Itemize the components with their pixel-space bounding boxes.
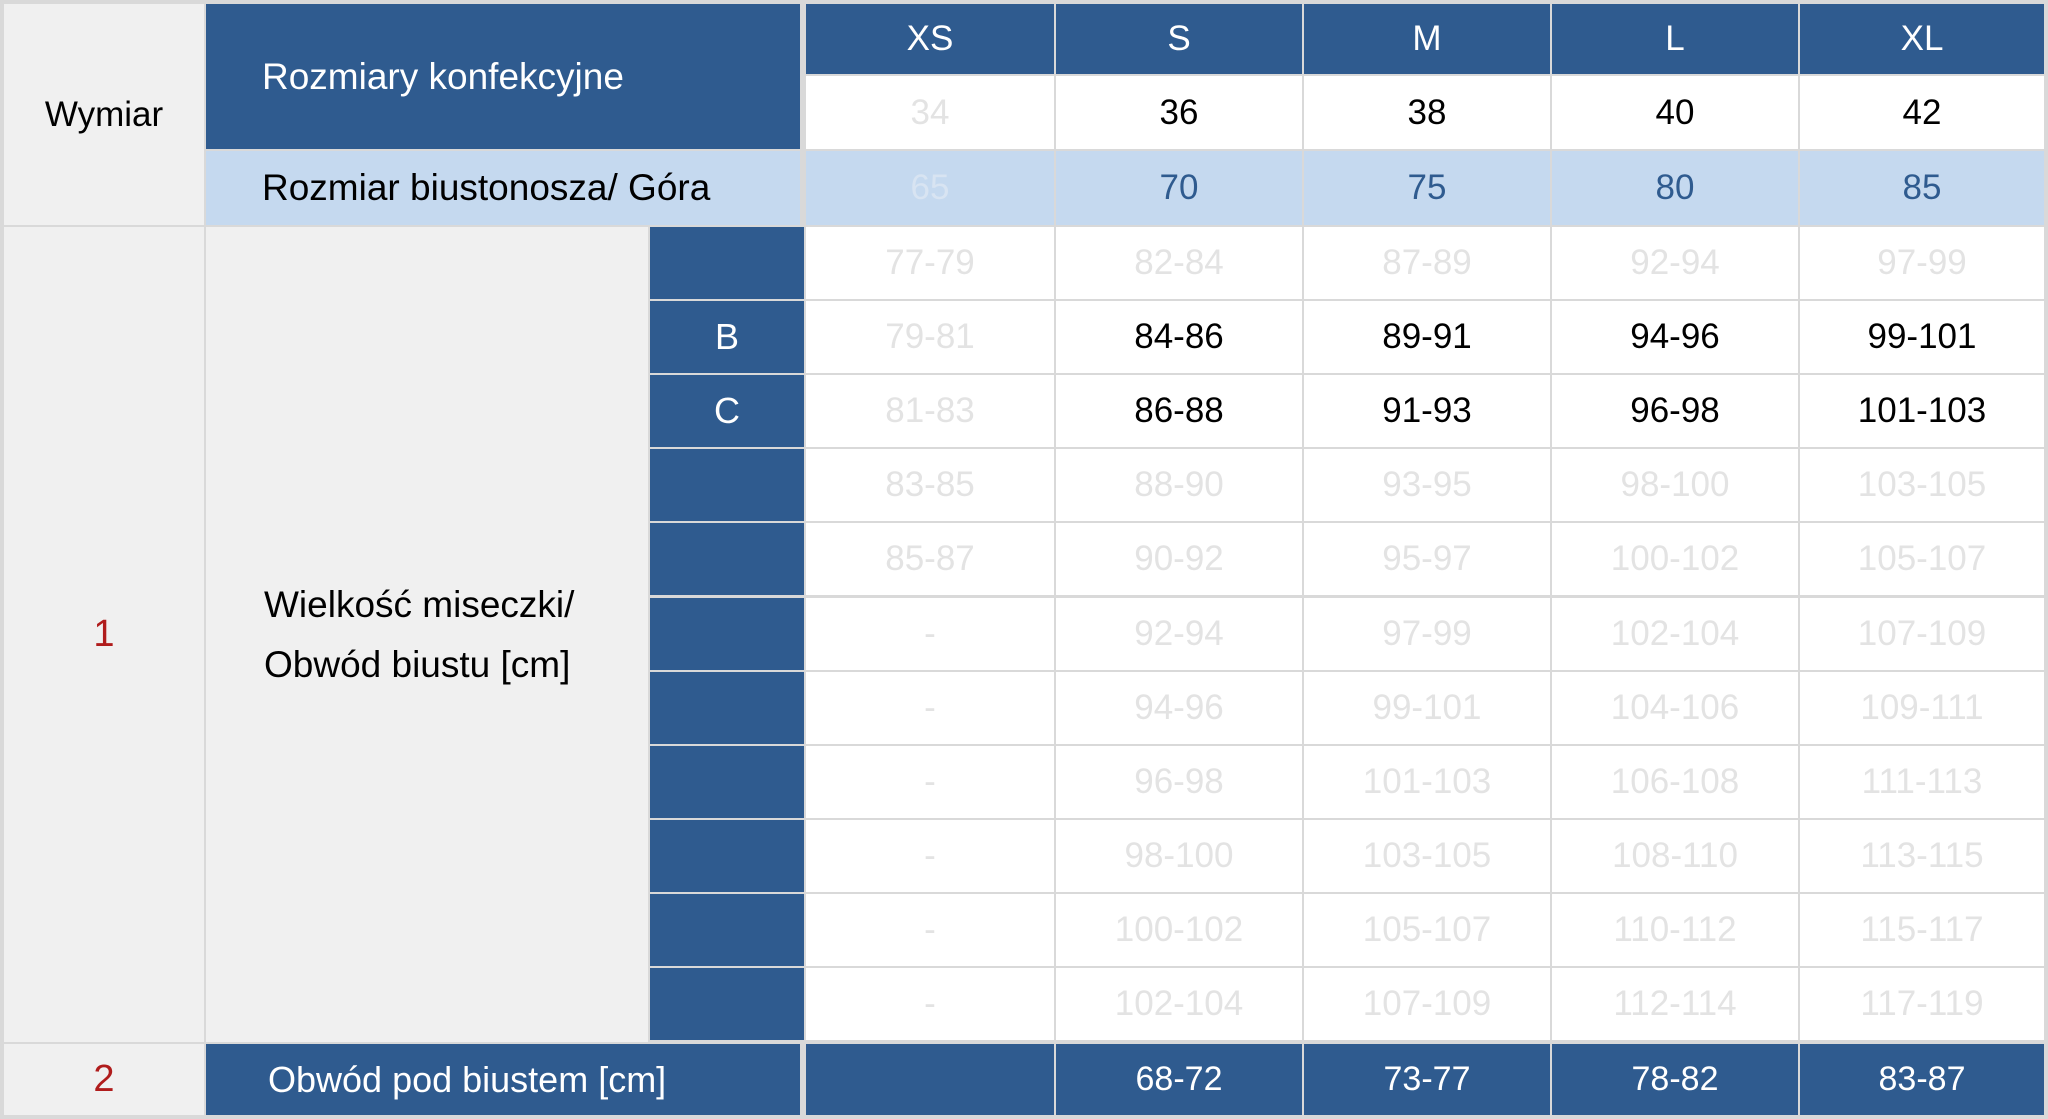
underbust-value: 68-72 bbox=[1056, 1044, 1302, 1115]
measurement-cell: 111-113 bbox=[1800, 746, 2044, 818]
band-size-s: 70 bbox=[1056, 151, 1302, 225]
measurement-cell: 97-99 bbox=[1800, 227, 2044, 299]
size-number-m: 38 bbox=[1304, 76, 1550, 149]
size-number-l: 40 bbox=[1552, 76, 1798, 149]
measurement-cell: 101-103 bbox=[1304, 746, 1550, 818]
measurement-cell: 100-102 bbox=[1552, 523, 1798, 595]
measurement-cell: 107-109 bbox=[1800, 598, 2044, 670]
measurement-cell: 112-114 bbox=[1552, 968, 1798, 1040]
cup-letter-cell bbox=[650, 598, 804, 670]
size-number-s: 36 bbox=[1056, 76, 1302, 149]
measurement-cell: 103-105 bbox=[1304, 820, 1550, 892]
measurement-cell: 77-79 bbox=[806, 227, 1054, 299]
band-size-m: 75 bbox=[1304, 151, 1550, 225]
size-number-xs: 34 bbox=[806, 76, 1054, 149]
cup-size-label bbox=[206, 227, 648, 1042]
band-size-xs: 65 bbox=[806, 151, 1054, 225]
measurement-cell: 105-107 bbox=[1304, 894, 1550, 966]
measurement-cell: 90-92 bbox=[1056, 523, 1302, 595]
cup-letter-cell bbox=[650, 227, 804, 299]
size-label-l: L bbox=[1552, 4, 1798, 74]
cup-letter-cell: B bbox=[650, 301, 804, 373]
measurement-cell: 83-85 bbox=[806, 449, 1054, 521]
measurement-cell: - bbox=[806, 820, 1054, 892]
measurement-cell: 93-95 bbox=[1304, 449, 1550, 521]
measurement-cell: 88-90 bbox=[1056, 449, 1302, 521]
underbust-label: Obwód pod biustem [cm] bbox=[206, 1044, 800, 1115]
cup-letter-cell bbox=[650, 523, 804, 595]
measurement-cell: 91-93 bbox=[1304, 375, 1550, 447]
measurement-cell: 98-100 bbox=[1552, 449, 1798, 521]
measurement-cell: 103-105 bbox=[1800, 449, 2044, 521]
rozmiary-header: Rozmiary konfekcyjne bbox=[206, 4, 800, 149]
size-label-xl: XL bbox=[1800, 4, 2044, 74]
measurement-cell: 87-89 bbox=[1304, 227, 1550, 299]
underbust-value bbox=[806, 1044, 1054, 1115]
measurement-cell: 105-107 bbox=[1800, 523, 2044, 595]
underbust-value: 83-87 bbox=[1800, 1044, 2044, 1115]
wymiar-header: Wymiar bbox=[4, 4, 204, 225]
measurement-cell: 100-102 bbox=[1056, 894, 1302, 966]
measurement-cell: 107-109 bbox=[1304, 968, 1550, 1040]
measurement-cell: 113-115 bbox=[1800, 820, 2044, 892]
measurement-cell: 96-98 bbox=[1056, 746, 1302, 818]
cup-size-label-line1: Wielkość miseczki/ bbox=[264, 583, 575, 625]
measurement-cell: 115-117 bbox=[1800, 894, 2044, 966]
measurement-cell: 102-104 bbox=[1552, 598, 1798, 670]
size-label-s: S bbox=[1056, 4, 1302, 74]
measurement-cell: 99-101 bbox=[1800, 301, 2044, 373]
cup-letter-cell bbox=[650, 672, 804, 744]
measurement-cell: 110-112 bbox=[1552, 894, 1798, 966]
measurement-cell: - bbox=[806, 894, 1054, 966]
cup-size-label-line2: Obwód biustu [cm] bbox=[264, 643, 571, 685]
measurement-cell: 96-98 bbox=[1552, 375, 1798, 447]
measurement-cell: 95-97 bbox=[1304, 523, 1550, 595]
measurement-cell: - bbox=[806, 746, 1054, 818]
cup-letter-cell bbox=[650, 449, 804, 521]
measurement-cell: 92-94 bbox=[1056, 598, 1302, 670]
measurement-cell: - bbox=[806, 598, 1054, 670]
size-label-m: M bbox=[1304, 4, 1550, 74]
measurement-cell: 101-103 bbox=[1800, 375, 2044, 447]
measurement-cell: 109-111 bbox=[1800, 672, 2044, 744]
measurement-cell: 102-104 bbox=[1056, 968, 1302, 1040]
section-2-number: 2 bbox=[4, 1044, 204, 1115]
measurement-cell: 84-86 bbox=[1056, 301, 1302, 373]
measurement-cell: 98-100 bbox=[1056, 820, 1302, 892]
cup-letter-cell: C bbox=[650, 375, 804, 447]
measurement-cell: 79-81 bbox=[806, 301, 1054, 373]
bra-size-header: Rozmiar biustonosza/ Góra bbox=[206, 151, 800, 225]
size-label-xs: XS bbox=[806, 4, 1054, 74]
measurement-cell: 97-99 bbox=[1304, 598, 1550, 670]
band-size-xl: 85 bbox=[1800, 151, 2044, 225]
measurement-cell: 104-106 bbox=[1552, 672, 1798, 744]
measurement-cell: 94-96 bbox=[1552, 301, 1798, 373]
measurement-cell: 92-94 bbox=[1552, 227, 1798, 299]
measurement-cell: - bbox=[806, 672, 1054, 744]
measurement-cell: - bbox=[806, 968, 1054, 1040]
measurement-cell: 85-87 bbox=[806, 523, 1054, 595]
band-size-l: 80 bbox=[1552, 151, 1798, 225]
cup-letter-cell bbox=[650, 968, 804, 1040]
underbust-value: 78-82 bbox=[1552, 1044, 1798, 1115]
measurement-cell: 94-96 bbox=[1056, 672, 1302, 744]
measurement-cell: 117-119 bbox=[1800, 968, 2044, 1040]
size-number-xl: 42 bbox=[1800, 76, 2044, 149]
measurement-cell: 106-108 bbox=[1552, 746, 1798, 818]
cup-letter-cell bbox=[650, 746, 804, 818]
measurement-cell: 86-88 bbox=[1056, 375, 1302, 447]
cup-letter-cell bbox=[650, 894, 804, 966]
measurement-cell: 99-101 bbox=[1304, 672, 1550, 744]
cup-letter-cell bbox=[650, 820, 804, 892]
measurement-cell: 82-84 bbox=[1056, 227, 1302, 299]
section-1-number: 1 bbox=[4, 227, 204, 1042]
measurement-cell: 89-91 bbox=[1304, 301, 1550, 373]
measurement-cell: 81-83 bbox=[806, 375, 1054, 447]
measurement-cell: 108-110 bbox=[1552, 820, 1798, 892]
underbust-value: 73-77 bbox=[1304, 1044, 1550, 1115]
